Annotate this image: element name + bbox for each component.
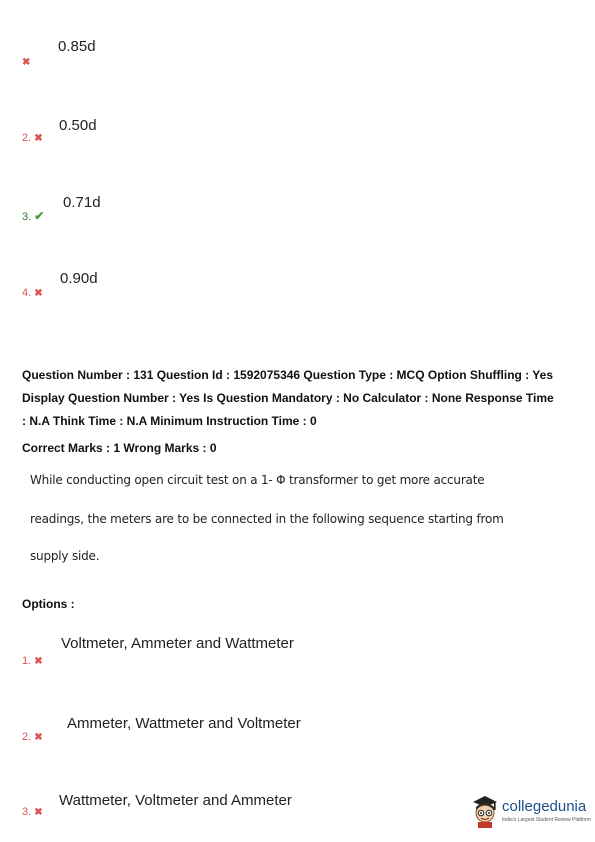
- option-marker: [22, 56, 30, 68]
- logo-tagline: India's Largest Student Review Platform: [502, 817, 591, 823]
- cross-icon: ✖: [34, 133, 43, 144]
- graduate-mascot-icon: [470, 793, 500, 829]
- question-meta-line-2: Display Question Number : Yes Is Question Mandatory : No Calculator : None Response Time: [22, 391, 554, 405]
- question-marks: Correct Marks : 1 Wrong Marks : 0: [22, 441, 217, 455]
- option-marker: [22, 209, 44, 223]
- collegedunia-logo: [470, 793, 591, 831]
- question-text-line-1: While conducting open circuit test on a 1- Φ transformer to get more accurate: [30, 473, 485, 487]
- option-marker: [22, 806, 43, 818]
- question-meta-line-3: : N.A Think Time : N.A Minimum Instruction Time : 0: [22, 414, 317, 428]
- check-icon: ✔: [34, 209, 45, 223]
- option-text: 0.90d: [60, 270, 98, 287]
- option-number: 1.: [22, 655, 32, 667]
- option-text: 0.71d: [63, 194, 101, 211]
- option-number: 4.: [22, 287, 32, 299]
- option-number: 2.: [22, 132, 32, 144]
- option-marker: [22, 287, 43, 299]
- question-text-line-3: supply side.: [30, 549, 100, 563]
- option-text: 0.85d: [58, 38, 96, 55]
- option-number: 3.: [22, 211, 32, 223]
- option-marker: [22, 731, 43, 743]
- cross-icon: ✖: [22, 57, 31, 68]
- option-text: Ammeter, Wattmeter and Voltmeter: [67, 715, 301, 732]
- question-meta-line-1: Question Number : 131 Question Id : 1592075346 Question Type : MCQ Option Shuffling : Yes: [22, 368, 553, 382]
- question-text-line-2: readings, the meters are to be connected in the following sequence starting from: [30, 512, 504, 526]
- logo-wordmark: collegedunia: [502, 798, 587, 815]
- option-marker: [22, 655, 43, 667]
- options-label: Options :: [22, 597, 75, 611]
- cross-icon: ✖: [34, 807, 43, 818]
- option-text: Wattmeter, Voltmeter and Ammeter: [59, 792, 292, 809]
- option-text: 0.50d: [59, 117, 97, 134]
- cross-icon: ✖: [34, 656, 43, 667]
- cross-icon: ✖: [34, 288, 43, 299]
- option-text: Voltmeter, Ammeter and Wattmeter: [61, 635, 294, 652]
- option-marker: [22, 132, 43, 144]
- option-number: 2.: [22, 731, 32, 743]
- option-number: 3.: [22, 806, 32, 818]
- cross-icon: ✖: [34, 732, 43, 743]
